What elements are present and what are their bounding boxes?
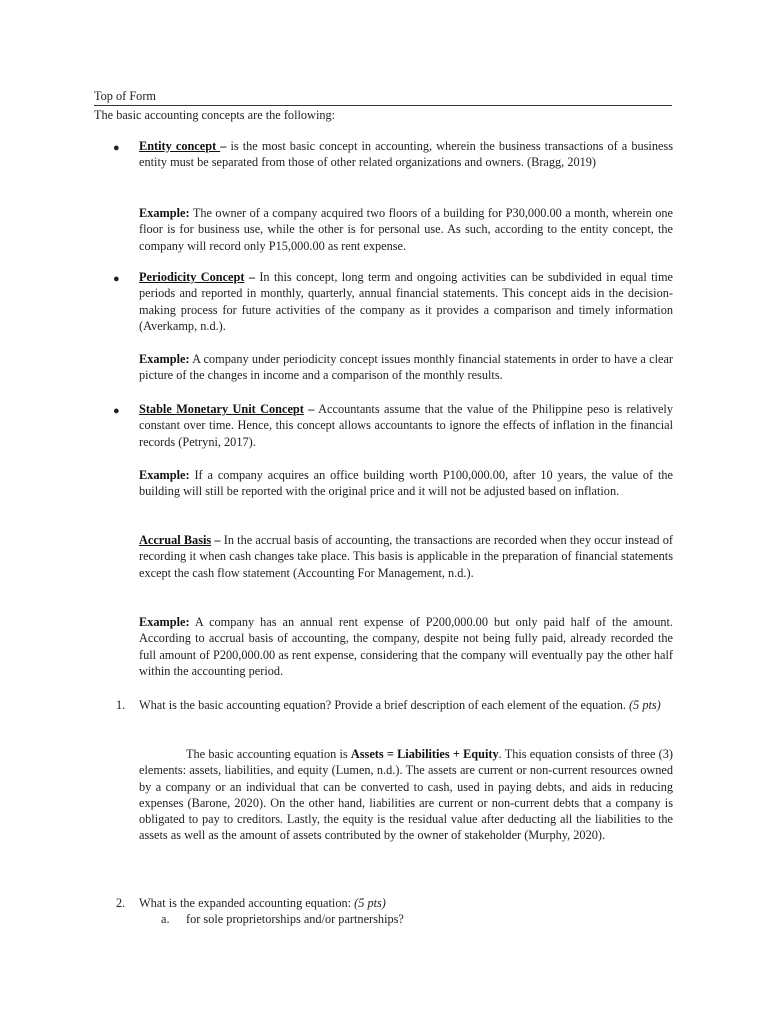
concept-dash: – (211, 533, 221, 547)
concept-entity-example (139, 205, 673, 254)
question-text: What is the expanded accounting equation: (139, 896, 352, 910)
concept-term: Periodicity Concept (139, 270, 245, 284)
concept-stable-monetary-unit (139, 401, 673, 450)
concept-accrual-basis (139, 532, 673, 581)
concept-periodicity (139, 269, 673, 334)
example-text: A company has an annual rent expense of P200,000.00 but only paid half of the amount. According to accrual basis of accounting, the company, despite not being fully paid, already recorded the full amount of P200,000.00 as rent expense, considering that the company will eventually pay the other half within the accounting period. (139, 615, 673, 678)
question-1 (139, 697, 673, 713)
example-label: Example: (139, 352, 190, 366)
concept-dash: – (303, 402, 315, 416)
concept-stable-monetary-unit-example (139, 467, 673, 500)
answer-lead: The basic accounting equation is (186, 747, 351, 761)
concept-term: Accrual Basis (139, 533, 212, 547)
concept-dash: – (220, 139, 227, 153)
concept-term: Entity concept (139, 139, 221, 153)
example-label: Example: (139, 468, 190, 482)
answer-rest: . This equation consists of three (3) elements: assets, liabilities, and equity (Lumen, n.d.). The assets are current or non-current resources owned by a company or an individual that can be converted to cash, used in paying debts, and aids in reducing expenses (Barone, 2020). On the other hand, liabilities are current or non-current debts that a company is obligated to pay to creditors. Lastly, the equity is the residual value after deducting all the liabilities to the assets as well as the amount of assets contributed by the owner of stakeholder (Murphy, 2020). (139, 747, 673, 843)
example-label: Example: (139, 206, 190, 220)
intro-text: The basic accounting concepts are the following: (94, 108, 336, 122)
question-2 (139, 895, 673, 911)
example-label: Example: (139, 615, 190, 629)
example-text: If a company acquires an office building worth P100,000.00, after 10 years, the value of the building will still be reported with the original price and it will not be adjusted based on inflation. (139, 468, 673, 499)
question-number: 2. (116, 896, 126, 910)
bullet-icon: ● (113, 405, 120, 417)
accounting-equation: Assets = Liabilities + Equity (350, 747, 499, 761)
concept-dash: – (244, 270, 255, 284)
concept-accrual-basis-example (139, 614, 673, 679)
concept-description: In the accrual basis of accounting, the transactions are recorded when they occur instead of recording it when cash changes take place. This basis is applicable in the preparation of financial statements except the cash flow statement (Accounting For Management, n.d.). (139, 533, 673, 580)
example-text: The owner of a company acquired two floors of a building for P30,000.00 a month, wherein one floor is for business use, while the other is for personal use. As such, according to the entity concept, the company will record only P15,000.00 as rent expense. (139, 206, 673, 253)
concept-description: is the most basic concept in accounting, wherein the business transactions of a business entity must be separated from those of other related organizations and owners. (Bragg, 2019) (139, 139, 673, 170)
top-of-form-label: Top of Form (94, 88, 672, 106)
concept-description: In this concept, long term and ongoing activities can be subdivided in equal time periods and reported in monthly, quarterly, annual financial statements. This concept aids in the decision-making process for future activities of the company as it provides a comparison and timely information (Averkamp, n.d.). (139, 270, 673, 333)
question-text: What is the basic accounting equation? Provide a brief description of each element of the equation. (139, 698, 626, 712)
question-2-subitem-a: for sole proprietorships and/or partnerships? (186, 912, 404, 926)
question-points: (5 pts) (351, 896, 386, 910)
concept-description: Accountants assume that the value of the Philippine peso is relatively constant over time. Hence, this concept allows accountants to ignore the effects of inflation in the financial records (Petryni, 2017). (139, 402, 673, 449)
answer-1 (139, 746, 673, 844)
bullet-icon: ● (113, 273, 120, 285)
question-number: 1. (116, 698, 126, 712)
subitem-letter: a. (161, 912, 170, 926)
concept-entity (139, 138, 673, 171)
bullet-icon: ● (113, 142, 120, 154)
concept-periodicity-example (139, 351, 673, 384)
concept-term: Stable Monetary Unit Concept (139, 402, 304, 416)
example-text: A company under periodicity concept issues monthly financial statements in order to have a clear picture of the changes in income and a comparison of the monthly results. (139, 352, 673, 383)
question-points: (5 pts) (625, 698, 661, 712)
